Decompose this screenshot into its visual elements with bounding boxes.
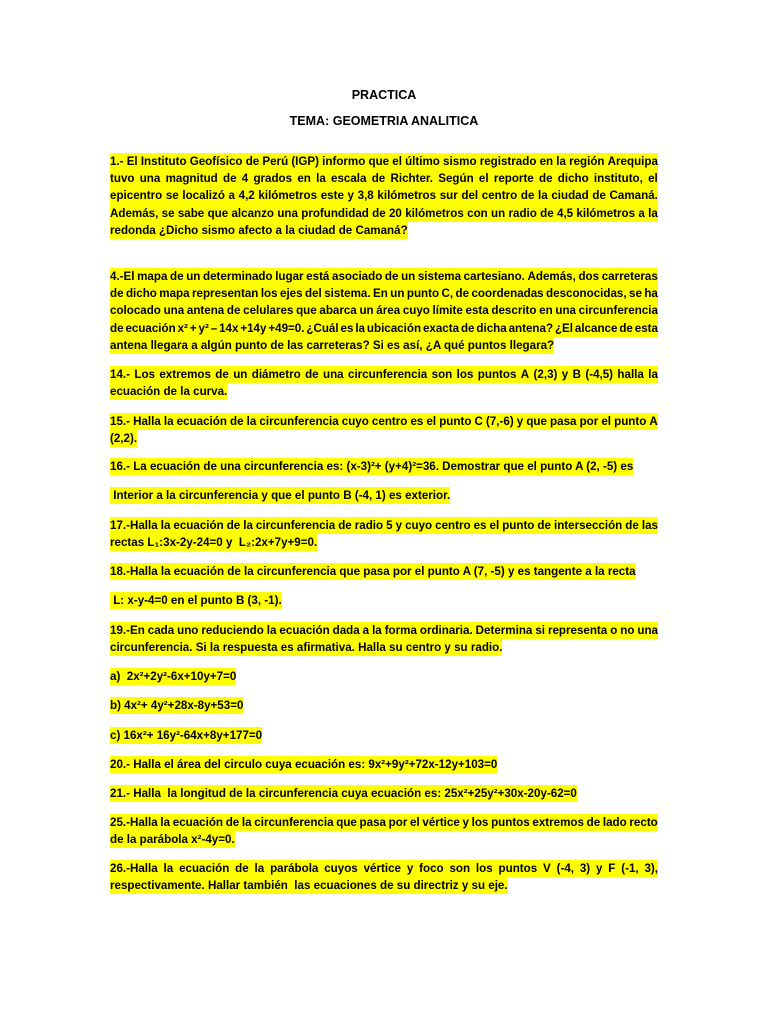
text-line: 15.- Halla la ecuación de la circunferencia cuyo centro es el punto C (7,-6) y que pasa por el punto A [110,413,658,430]
text-line: Interior a la circunferencia y que el punto B (-4, 1) es exterior. [110,487,658,504]
text-line: 19.-En cada uno reduciendo la ecuación dada a la forma ordinaria. Determina si representa o no una [110,622,658,639]
text-line: 17.-Halla la ecuación de la circunferencia de radio 5 y cuyo centro es el punto de intersección de las [110,517,658,534]
problem-18-cont [110,592,658,609]
problem-19 [110,622,658,656]
text-line: 18.-Halla la ecuación de la circunferencia que pasa por el punto A (7, -5) y es tangente a la recta [110,563,658,580]
text-line: 1.- El Instituto Geofísico de Perú (IGP) informo que el último sismo registrado en la región Arequipa [110,153,658,170]
text-line: 14.- Los extremos de un diámetro de una circunferencia son los puntos A (2,3) y B (-4,5) halla la [110,366,658,383]
text-line: redonda ¿Dicho sismo afecto a la ciudad de Camaná? [110,222,658,239]
text-line: 16.- La ecuación de una circunferencia es: (x-3)²+ (y+4)²=36. Demostrar que el punto A (2, -5) es [110,458,658,475]
text-line: de la parábola x²-4y=0. [110,831,658,848]
text-line: 26.-Halla la ecuación de la parábola cuyos vértice y foco son los puntos V (-4, 3) y F (-1, 3), [110,860,658,877]
text-line: circunferencia. Si la respuesta es afirmativa. Halla su centro y su radio. [110,639,658,656]
problem-18 [110,563,658,580]
text-line: 4.-El mapa de un determinado lugar está asociado de un sistema cartesiano. Además, dos carreteras [110,268,658,285]
text-line: antena llegara a algún punto de las carreteras? Si es así, ¿A qué puntos llegara? [110,337,658,354]
problem-16 [110,458,658,475]
problem-14 [110,366,658,400]
problem-19-b [110,697,658,714]
text-line: rectas L₁:3x-2y-24=0 y L₂:2x+7y+9=0. [110,534,658,551]
text-line: 25.-Halla la ecuación de la circunferencia que pasa por el vértice y los puntos extremos de lado recto [110,814,658,831]
problem-16-cont [110,487,658,504]
text-line: 20.- Halla el área del circulo cuya ecuación es: 9x²+9y²+72x-12y+103=0 [110,756,658,773]
text-line: b) 4x²+ 4y²+28x-8y+53=0 [110,697,658,714]
problem-19-c [110,727,658,744]
page-subtitle: TEMA: GEOMETRIA ANALITICA [289,114,479,128]
text-line: de ecuación x² + y² – 14x +14y +49=0. ¿Cuál es la ubicación exacta de dicha antena? ¿El alcance de esta [110,320,658,337]
text-line: tuvo una magnitud de 4 grados en la escala de Richter. Según el reporte de dicho instituto, el [110,170,658,187]
problem-21 [110,785,658,802]
problem-15 [110,413,658,447]
text-line: c) 16x²+ 16y²-64x+8y+177=0 [110,727,658,744]
text-line: a) 2x²+2y²-6x+10y+7=0 [110,668,658,685]
text-line: 21.- Halla la longitud de la circunferencia cuya ecuación es: 25x²+25y²+30x-20y-62=0 [110,785,658,802]
problem-19-a [110,668,658,685]
page-title: PRACTICA [351,88,417,102]
text-line: de dicho mapa representan los ejes del sistema. En un punto C, de coordenadas desconocidas, se ha [110,285,658,302]
text-line: epicentro se localizó a 4,2 kilómetros este y 3,8 kilómetros sur del centro de la ciudad de Camaná. [110,187,658,204]
text-line: Además, se sabe que alcanzo una profundidad de 20 kilómetros con un radio de 4,5 kilómetros a la [110,205,658,222]
text-line: (2,2). [110,430,658,447]
problem-26 [110,860,658,894]
problem-17 [110,517,658,551]
text-line: ecuación de la curva. [110,383,658,400]
text-line: respectivamente. Hallar también las ecuaciones de su directriz y su eje. [110,877,658,894]
text-line: colocado una antena de celulares que abarca un área cuyo límite esta descrito en una circunferencia [110,302,658,319]
text-line: L: x-y-4=0 en el punto B (3, -1). [110,592,658,609]
problem-4 [110,268,658,354]
problem-1 [110,153,658,239]
problem-20 [110,756,658,773]
problem-25 [110,814,658,848]
